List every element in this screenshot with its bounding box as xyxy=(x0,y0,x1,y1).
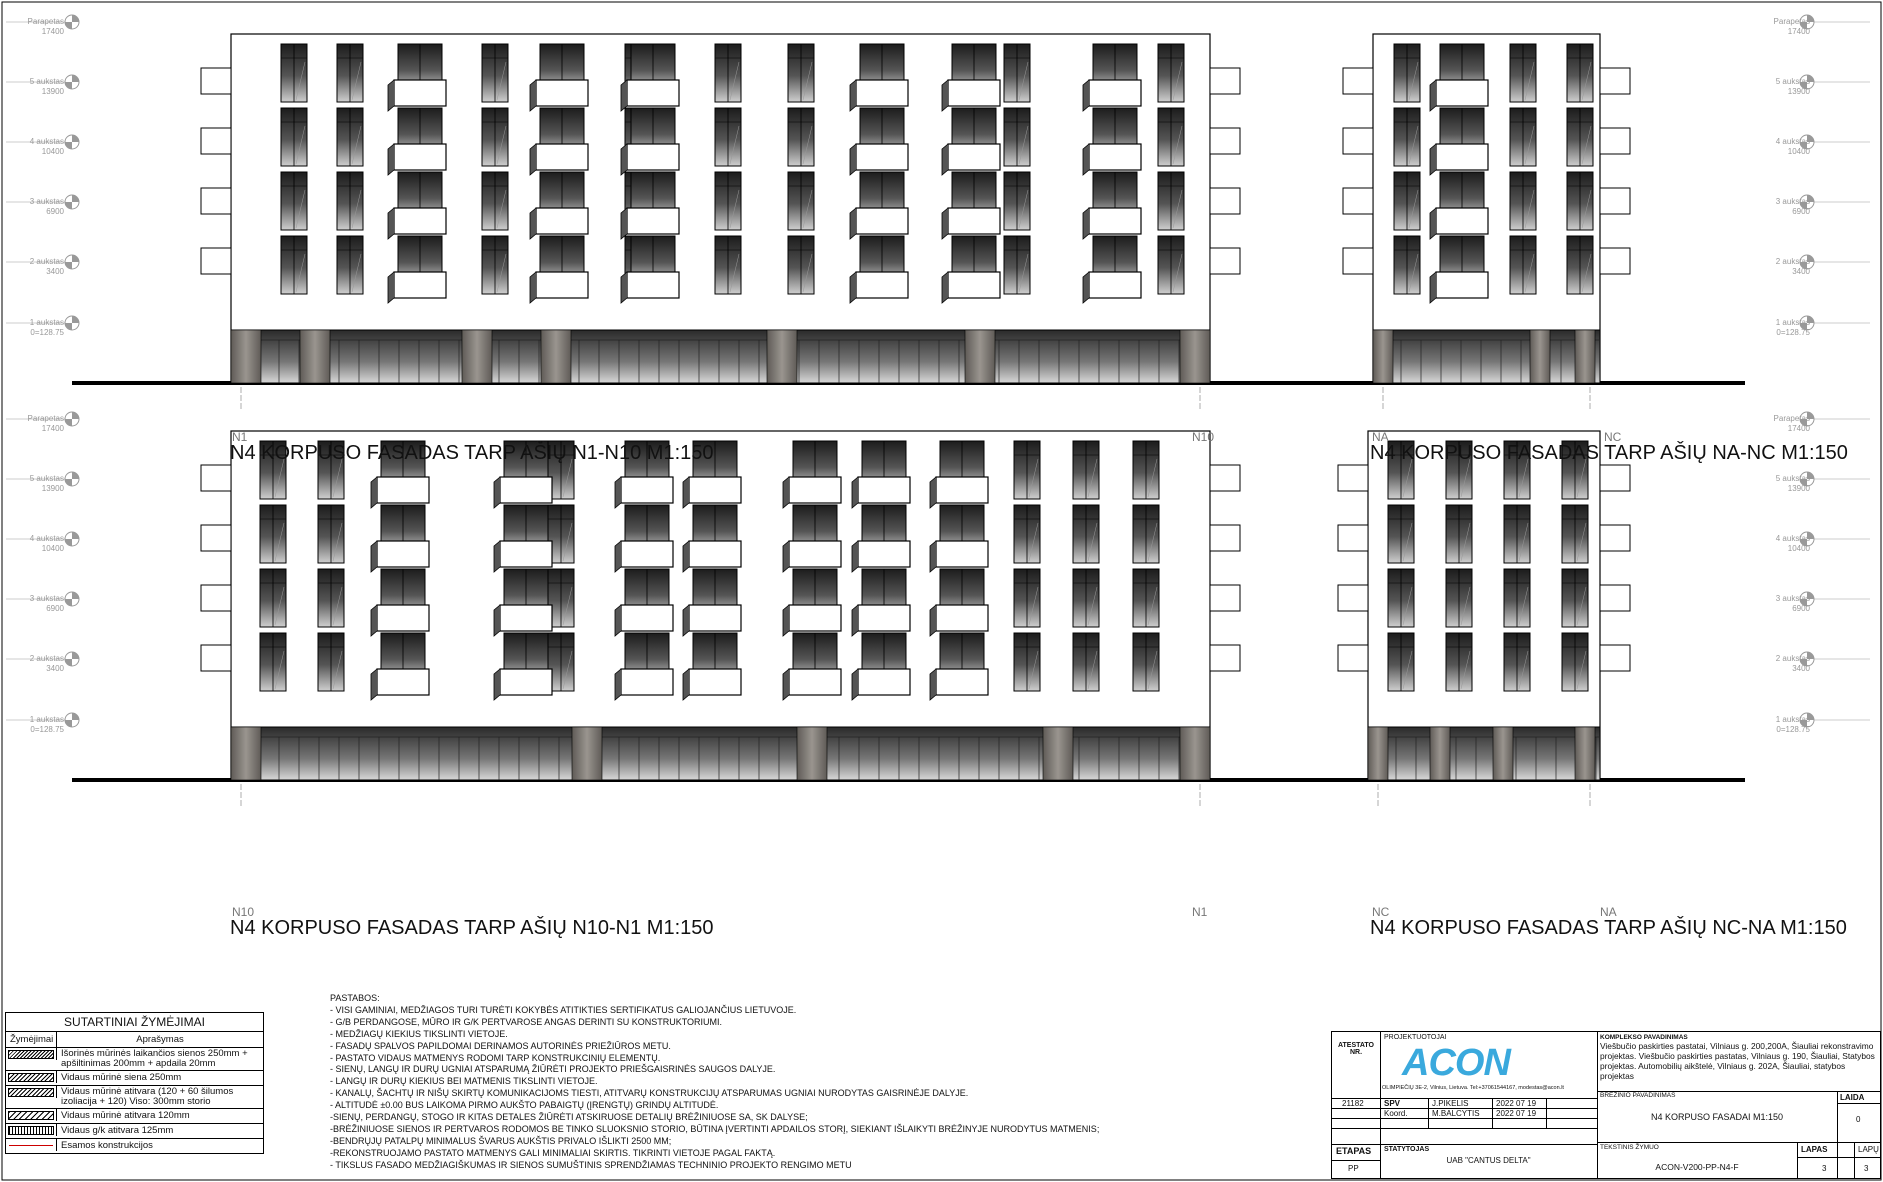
level-label xyxy=(4,534,64,554)
side-unit xyxy=(201,465,231,491)
level-value: 0=128.75 xyxy=(30,725,64,734)
brezinio-label: BRĖŽINIO PAVADINIMAS xyxy=(1600,1092,1676,1099)
pillar xyxy=(1180,330,1210,383)
side-unit xyxy=(201,128,231,154)
etapas-value: PP xyxy=(1348,1164,1359,1173)
level-value: 3400 xyxy=(46,267,64,276)
role-1: SPV xyxy=(1384,1099,1401,1108)
side-unit xyxy=(1338,525,1368,551)
level-value: 10400 xyxy=(41,147,64,156)
level-label xyxy=(4,594,64,614)
level-label xyxy=(1750,594,1810,614)
level-value: 13900 xyxy=(1787,484,1810,493)
side-unit xyxy=(201,525,231,551)
side-unit xyxy=(1338,645,1368,671)
facade-title: N4 KORPUSO FASADAS TARP AŠIŲ NA-NC M1:150 xyxy=(1370,442,1848,464)
side-unit xyxy=(201,188,231,214)
side-unit xyxy=(1600,525,1630,551)
etapas-label: ETAPAS xyxy=(1336,1146,1372,1156)
side-unit xyxy=(1210,128,1240,154)
window xyxy=(1014,633,1040,691)
level-name: 4 aukstas xyxy=(29,137,64,146)
window xyxy=(337,108,363,166)
window xyxy=(1388,633,1414,691)
level-name: 2 aukstas xyxy=(29,257,64,266)
window xyxy=(260,633,286,691)
level-marker-icon xyxy=(65,713,79,727)
window xyxy=(482,44,508,102)
level-value: 3400 xyxy=(46,664,64,673)
axis-label: N1 xyxy=(1192,905,1208,919)
window xyxy=(482,236,508,294)
legend-desc: Vidaus mūrinė atitvara 120mm xyxy=(61,1110,190,1121)
side-unit xyxy=(201,248,231,274)
legend-symbol xyxy=(6,1124,57,1136)
title-block xyxy=(1331,1031,1881,1179)
legend-symbol xyxy=(6,1048,57,1060)
window xyxy=(1004,172,1030,230)
legend-symbol xyxy=(6,1139,57,1151)
side-unit xyxy=(1600,68,1630,94)
window xyxy=(1567,236,1593,294)
level-name: 4 aukstas xyxy=(1775,137,1810,146)
side-unit xyxy=(1210,188,1240,214)
window xyxy=(1073,633,1099,691)
role-2: Koord. xyxy=(1384,1109,1408,1118)
pillar xyxy=(1373,330,1393,383)
lapu-label: LAPŲ xyxy=(1858,1145,1879,1154)
pillar xyxy=(572,727,602,780)
side-unit xyxy=(1343,188,1373,214)
note-line: - ALTITUDĖ ±0.00 BUS LAIKOMA PIRMO AUKŠTO PABAIGTŲ (ĮRENGTŲ) GRINDŲ ALTITUDĖ. xyxy=(330,1100,719,1111)
level-label xyxy=(1750,715,1810,735)
note-line: -REKONSTRUOJAMO PASTATO MATMENYS GALI MINIMALIAI SKIRTIS. TIKRINTI VIETOJE PAGAL FAKTĄ. xyxy=(330,1147,776,1158)
legend-symbol xyxy=(6,1071,57,1083)
level-name: 1 aukstas xyxy=(29,318,64,327)
side-unit xyxy=(1600,465,1630,491)
axis-label: N1 xyxy=(232,430,248,444)
window xyxy=(1158,236,1184,294)
side-unit xyxy=(201,68,231,94)
level-value: 6900 xyxy=(46,604,64,613)
window xyxy=(1504,569,1530,627)
axis-label: N10 xyxy=(232,905,255,919)
legend-desc: Išorinės mūrinės laikančios sienos 250mm + apšiltinimas 200mm + apdaila 20mm xyxy=(61,1048,248,1069)
level-label xyxy=(4,474,64,494)
window xyxy=(482,172,508,230)
pillar xyxy=(1530,330,1550,383)
level-marker-icon xyxy=(65,255,79,269)
window xyxy=(1510,108,1536,166)
level-name: Parapetas xyxy=(1773,17,1810,26)
window xyxy=(1394,108,1420,166)
level-value: 17400 xyxy=(41,424,64,433)
window xyxy=(788,108,814,166)
side-unit xyxy=(1338,465,1368,491)
level-name: Parapetas xyxy=(27,17,64,26)
note-line: -SIENŲ, PERDANGŲ, STOGO IR KITAS DETALES ŽIŪRĖTI ATSKIRUOSE DETALIŲ BRĖŽINIUOSE SA, SK DALYSE; xyxy=(330,1112,808,1123)
legend-desc: Vidaus mūrinė siena 250mm xyxy=(61,1072,182,1083)
pillar xyxy=(1043,727,1073,780)
window xyxy=(1004,44,1030,102)
laida-label: LAIDA xyxy=(1840,1093,1865,1102)
window xyxy=(1158,108,1184,166)
window xyxy=(715,108,741,166)
level-marker-icon xyxy=(65,592,79,606)
level-marker-icon xyxy=(65,135,79,149)
window xyxy=(1510,172,1536,230)
level-value: 17400 xyxy=(41,27,64,36)
window xyxy=(1446,505,1472,563)
legend-table xyxy=(5,1012,264,1154)
level-name: Parapetas xyxy=(27,414,64,423)
level-value: 3400 xyxy=(1792,664,1810,673)
window xyxy=(1394,236,1420,294)
window xyxy=(1388,569,1414,627)
level-marker-icon xyxy=(65,412,79,426)
level-value: 13900 xyxy=(41,87,64,96)
building-elevation xyxy=(201,431,1240,808)
window xyxy=(1567,108,1593,166)
side-unit xyxy=(1600,188,1630,214)
note-line: - FASADŲ SPALVOS PAPILDOMAI DERINAMOS AUTORINĖS PRIEŽIŪROS METU. xyxy=(330,1040,671,1051)
level-name: 3 aukstas xyxy=(29,594,64,603)
window xyxy=(1567,44,1593,102)
level-marker-icon xyxy=(65,316,79,330)
level-name: 5 aukstas xyxy=(1775,474,1810,483)
level-label xyxy=(1750,414,1810,434)
legend-desc: Vidaus g/k atitvara 125mm xyxy=(61,1125,174,1136)
level-value: 6900 xyxy=(1792,604,1810,613)
window xyxy=(1073,441,1099,499)
level-label xyxy=(1750,654,1810,674)
name-1: J.PIKELIS xyxy=(1432,1099,1469,1108)
window xyxy=(1562,505,1588,563)
window xyxy=(337,236,363,294)
legend-row xyxy=(6,1109,263,1124)
level-value: 10400 xyxy=(1787,544,1810,553)
side-unit xyxy=(1600,645,1630,671)
brezinio-value: N4 KORPUSO FASADAI M1:150 xyxy=(1650,1112,1784,1122)
window xyxy=(1133,505,1159,563)
note-line: - G/B PERDANGOSE, MŪRO IR G/K PERTVAROSE ANGAS DERINTI SU KONSTRUKTORIUMI. xyxy=(330,1016,723,1027)
note-line: - MEDŽIAGŲ KIEKIUS TIKSLINTI VIETOJE. xyxy=(330,1028,508,1039)
side-unit xyxy=(1210,68,1240,94)
note-line: - LANGŲ IR DURŲ KIEKIUS BEI MATMENIS TIKSLINTI VIETOJE. xyxy=(330,1076,598,1087)
window xyxy=(1394,44,1420,102)
window xyxy=(1133,441,1159,499)
level-marker-icon xyxy=(65,652,79,666)
level-name: 2 aukstas xyxy=(29,654,64,663)
side-unit xyxy=(1210,248,1240,274)
level-value: 13900 xyxy=(1787,87,1810,96)
window xyxy=(1562,569,1588,627)
legend-row xyxy=(6,1071,263,1086)
level-label xyxy=(1750,318,1810,338)
projektuotojai-label: PROJEKTUOTOJAI xyxy=(1384,1034,1447,1041)
level-label xyxy=(4,197,64,217)
legend-symbol xyxy=(6,1109,57,1121)
side-unit xyxy=(1210,465,1240,491)
pillar xyxy=(1180,727,1210,780)
axis-label: N10 xyxy=(1192,430,1215,444)
window xyxy=(1388,505,1414,563)
acon-logo: ACON xyxy=(1402,1042,1510,1084)
side-unit xyxy=(1343,128,1373,154)
laida-value: 0 xyxy=(1856,1115,1861,1124)
facade-title: N4 KORPUSO FASADAS TARP AŠIŲ N10-N1 M1:150 xyxy=(230,917,714,939)
axis-label: NA xyxy=(1372,430,1389,444)
komplekso-label: KOMPLEKSO PAVADINIMAS xyxy=(1600,1034,1688,1041)
side-unit xyxy=(1600,585,1630,611)
building-elevation xyxy=(1343,34,1630,411)
window xyxy=(715,172,741,230)
level-value: 0=128.75 xyxy=(1776,725,1810,734)
lapu-value: 3 xyxy=(1864,1164,1869,1173)
level-value: 17400 xyxy=(1787,424,1810,433)
level-name: 4 aukstas xyxy=(29,534,64,543)
window xyxy=(1014,441,1040,499)
level-label xyxy=(1750,137,1810,157)
window xyxy=(1394,172,1420,230)
pillar xyxy=(797,727,827,780)
legend-row xyxy=(6,1048,263,1071)
tekstinis-value: ACON-V200-PP-N4-F xyxy=(1655,1162,1739,1172)
window xyxy=(1510,236,1536,294)
legend-col-desc: Aprašymas xyxy=(136,1034,184,1045)
legend-symbol xyxy=(6,1086,57,1098)
level-name: 5 aukstas xyxy=(1775,77,1810,86)
facade-title: N4 KORPUSO FASADAS TARP AŠIŲ NC-NA M1:150 xyxy=(1370,917,1847,939)
note-line: - KANALŲ, ŠACHTŲ IR NIŠŲ SKIRTŲ KOMUNIKACIJOMS TIESTI, ATITVARŲ KONSTRUKCIJŲ ATSPARUMAS UGNIAI NURODYTAS GAISRINĖJE DALYJE. xyxy=(330,1088,969,1099)
level-value: 0=128.75 xyxy=(30,328,64,337)
window xyxy=(1014,569,1040,627)
window xyxy=(1504,505,1530,563)
legend-row xyxy=(6,1086,263,1109)
level-name: 3 aukstas xyxy=(1775,594,1810,603)
window xyxy=(1158,44,1184,102)
level-value: 0=128.75 xyxy=(1776,328,1810,337)
level-label xyxy=(1750,17,1810,37)
level-value: 17400 xyxy=(1787,27,1810,36)
level-name: 1 aukstas xyxy=(1775,318,1810,327)
level-value: 6900 xyxy=(1792,207,1810,216)
level-name: 4 aukstas xyxy=(1775,534,1810,543)
pillar xyxy=(1575,330,1595,383)
date-2: 2022 07 19 xyxy=(1496,1109,1537,1118)
level-label xyxy=(1750,534,1810,554)
window xyxy=(260,505,286,563)
level-value: 6900 xyxy=(46,207,64,216)
side-unit xyxy=(1338,585,1368,611)
window xyxy=(1004,236,1030,294)
building-elevation xyxy=(1338,431,1630,808)
window xyxy=(1158,172,1184,230)
window xyxy=(788,44,814,102)
level-label xyxy=(1750,77,1810,97)
lapas-label: LAPAS xyxy=(1801,1145,1828,1154)
window xyxy=(715,44,741,102)
window xyxy=(1446,633,1472,691)
notes-block xyxy=(330,993,1099,1172)
note-line: - TIKSLUS FASADO MEDŽIAGIŠKUMAS IR SIENOS SUMUŠTINIS SPRENDŽIAMAS TECHNINIO PROJEKTO RENGIMO METU xyxy=(330,1159,852,1170)
atestato-nr: 21182 xyxy=(1342,1099,1364,1108)
level-name: 1 aukstas xyxy=(1775,715,1810,724)
level-name: 2 aukstas xyxy=(1775,257,1810,266)
level-name: 3 aukstas xyxy=(29,197,64,206)
komplekso-value: Viešbučio paskirties pastatai, Vilniaus g. 200,200A, Šiauliai rekonstravimo projektas. Viešbučio paskirties pastatas, Vilniaus g. 190, Šiauliai, Statybos projektas. Automobilių aikštelė, Vilniaus g. 202A, Šiauliai, statybos projektas xyxy=(1600,1041,1875,1081)
level-name: 5 aukstas xyxy=(29,474,64,483)
legend-row xyxy=(6,1124,263,1139)
window xyxy=(1133,633,1159,691)
window xyxy=(281,172,307,230)
pillar xyxy=(1368,727,1388,780)
level-marker-icon xyxy=(65,195,79,209)
pillar xyxy=(541,330,571,383)
level-name: 5 aukstas xyxy=(29,77,64,86)
window xyxy=(1504,633,1530,691)
tekstinis-label: TEKSTINIS ŽYMUO xyxy=(1600,1144,1659,1151)
window xyxy=(788,236,814,294)
level-marker-icon xyxy=(65,15,79,29)
window xyxy=(1014,505,1040,563)
level-marker-icon xyxy=(65,75,79,89)
window xyxy=(1567,172,1593,230)
pillar xyxy=(300,330,330,383)
level-marker-icon xyxy=(65,472,79,486)
window xyxy=(1510,44,1536,102)
legend-desc: Esamos konstrukcijos xyxy=(61,1140,153,1151)
legend-desc: Vidaus mūrinė atitvara (120 + 60 šilumos izoliacija + 120) Viso: 300mm storio xyxy=(61,1086,234,1107)
axis-label: NA xyxy=(1600,905,1617,919)
level-value: 10400 xyxy=(1787,147,1810,156)
window xyxy=(715,236,741,294)
window xyxy=(482,108,508,166)
level-label xyxy=(1750,257,1810,277)
level-label xyxy=(4,654,64,674)
statytojas-value: UAB "CANTUS DELTA" xyxy=(1446,1156,1531,1165)
window xyxy=(281,108,307,166)
side-unit xyxy=(201,645,231,671)
side-unit xyxy=(1343,248,1373,274)
window xyxy=(1446,569,1472,627)
window xyxy=(1073,569,1099,627)
window xyxy=(318,505,344,563)
facade-title: N4 KORPUSO FASADAS TARP AŠIŲ N1-N10 M1:150 xyxy=(230,442,714,464)
level-name: 2 aukstas xyxy=(1775,654,1810,663)
level-label xyxy=(4,137,64,157)
window xyxy=(318,569,344,627)
window xyxy=(1562,633,1588,691)
level-value: 3400 xyxy=(1792,267,1810,276)
axis-label: NC xyxy=(1372,905,1390,919)
level-label xyxy=(4,414,64,434)
pillar xyxy=(767,330,797,383)
window xyxy=(281,236,307,294)
window xyxy=(1004,108,1030,166)
side-unit xyxy=(1210,645,1240,671)
date-1: 2022 07 19 xyxy=(1496,1099,1537,1108)
window xyxy=(1133,569,1159,627)
note-line: -BENDRŲJŲ PATALPŲ MINIMALUS ŠVARUS AUKŠTIS PRIVALO IŠLIKTI 2500 MM; xyxy=(330,1135,672,1146)
pillar xyxy=(231,727,261,780)
side-unit xyxy=(1210,585,1240,611)
pillar xyxy=(1575,727,1595,780)
company-address: OLIMPIEČIŲ 3E-2, Vilnius, Lietuva. Tel:+37061544167, modestas@acon.lt xyxy=(1382,1085,1564,1091)
note-line: - VISI GAMINIAI, MEDŽIAGOS TURI TURĖTI KOKYBĖS ATITIKTIES SERTIFIKATUS GALIOJANČIUS LIETUVOJE. xyxy=(330,1004,797,1015)
note-line: - PASTATO VIDAUS MATMENYS RODOMI TARP KONSTRUKCINIŲ ELEMENTŲ. xyxy=(330,1052,661,1063)
window xyxy=(337,44,363,102)
side-unit xyxy=(1210,525,1240,551)
side-unit xyxy=(1600,128,1630,154)
legend-title: SUTARTINIAI ŽYMĖJIMAI xyxy=(6,1013,263,1032)
window xyxy=(788,172,814,230)
pillar xyxy=(1430,727,1450,780)
name-2: M.BALCYTIS xyxy=(1432,1109,1480,1118)
level-name: 3 aukstas xyxy=(1775,197,1810,206)
window xyxy=(1073,505,1099,563)
level-label xyxy=(4,17,64,37)
pillar xyxy=(965,330,995,383)
level-name: Parapetas xyxy=(1773,414,1810,423)
pillar xyxy=(462,330,492,383)
window xyxy=(318,633,344,691)
level-label xyxy=(4,77,64,97)
note-line: - SIENŲ, LANGŲ IR DURŲ UGNIAI ATSPARUMĄ ŽIŪRĖTI PROJEKTO PRIEŠGAISRINĖS SAUGOS DALYJE. xyxy=(330,1064,776,1075)
level-marker-icon xyxy=(65,532,79,546)
level-value: 10400 xyxy=(41,544,64,553)
level-label xyxy=(1750,474,1810,494)
window xyxy=(281,44,307,102)
level-label xyxy=(1750,197,1810,217)
atestato-label: ATESTATO NR. xyxy=(1337,1042,1375,1056)
axis-label: NC xyxy=(1604,430,1622,444)
note-line: -BRĖŽINIUOSE SIENOS IR PERTVAROS RODOMOS BE TINKO SLUOKSNIO STORIO, BŪTINA ĮVERTINTI APDAILOS STORĮ, SIEKIANT IŠLAIKYTI BRĖŽINYJE NURODYTUS MATMENIS; xyxy=(330,1123,1100,1134)
side-unit xyxy=(1343,68,1373,94)
notes-title: PASTABOS: xyxy=(330,993,380,1003)
level-name: 1 aukstas xyxy=(29,715,64,724)
pillar xyxy=(1493,727,1513,780)
window xyxy=(337,172,363,230)
level-label xyxy=(4,715,64,735)
level-label xyxy=(4,318,64,338)
building-elevation xyxy=(201,34,1240,411)
side-unit xyxy=(1600,248,1630,274)
pillar xyxy=(231,330,261,383)
side-unit xyxy=(201,585,231,611)
statytojas-label: STATYTOJAS xyxy=(1384,1146,1430,1153)
legend-col-symbol: Žymėjimai xyxy=(6,1032,57,1047)
window xyxy=(260,569,286,627)
legend-row xyxy=(6,1139,263,1153)
lapas-value: 3 xyxy=(1822,1164,1827,1173)
level-label xyxy=(4,257,64,277)
level-value: 13900 xyxy=(41,484,64,493)
